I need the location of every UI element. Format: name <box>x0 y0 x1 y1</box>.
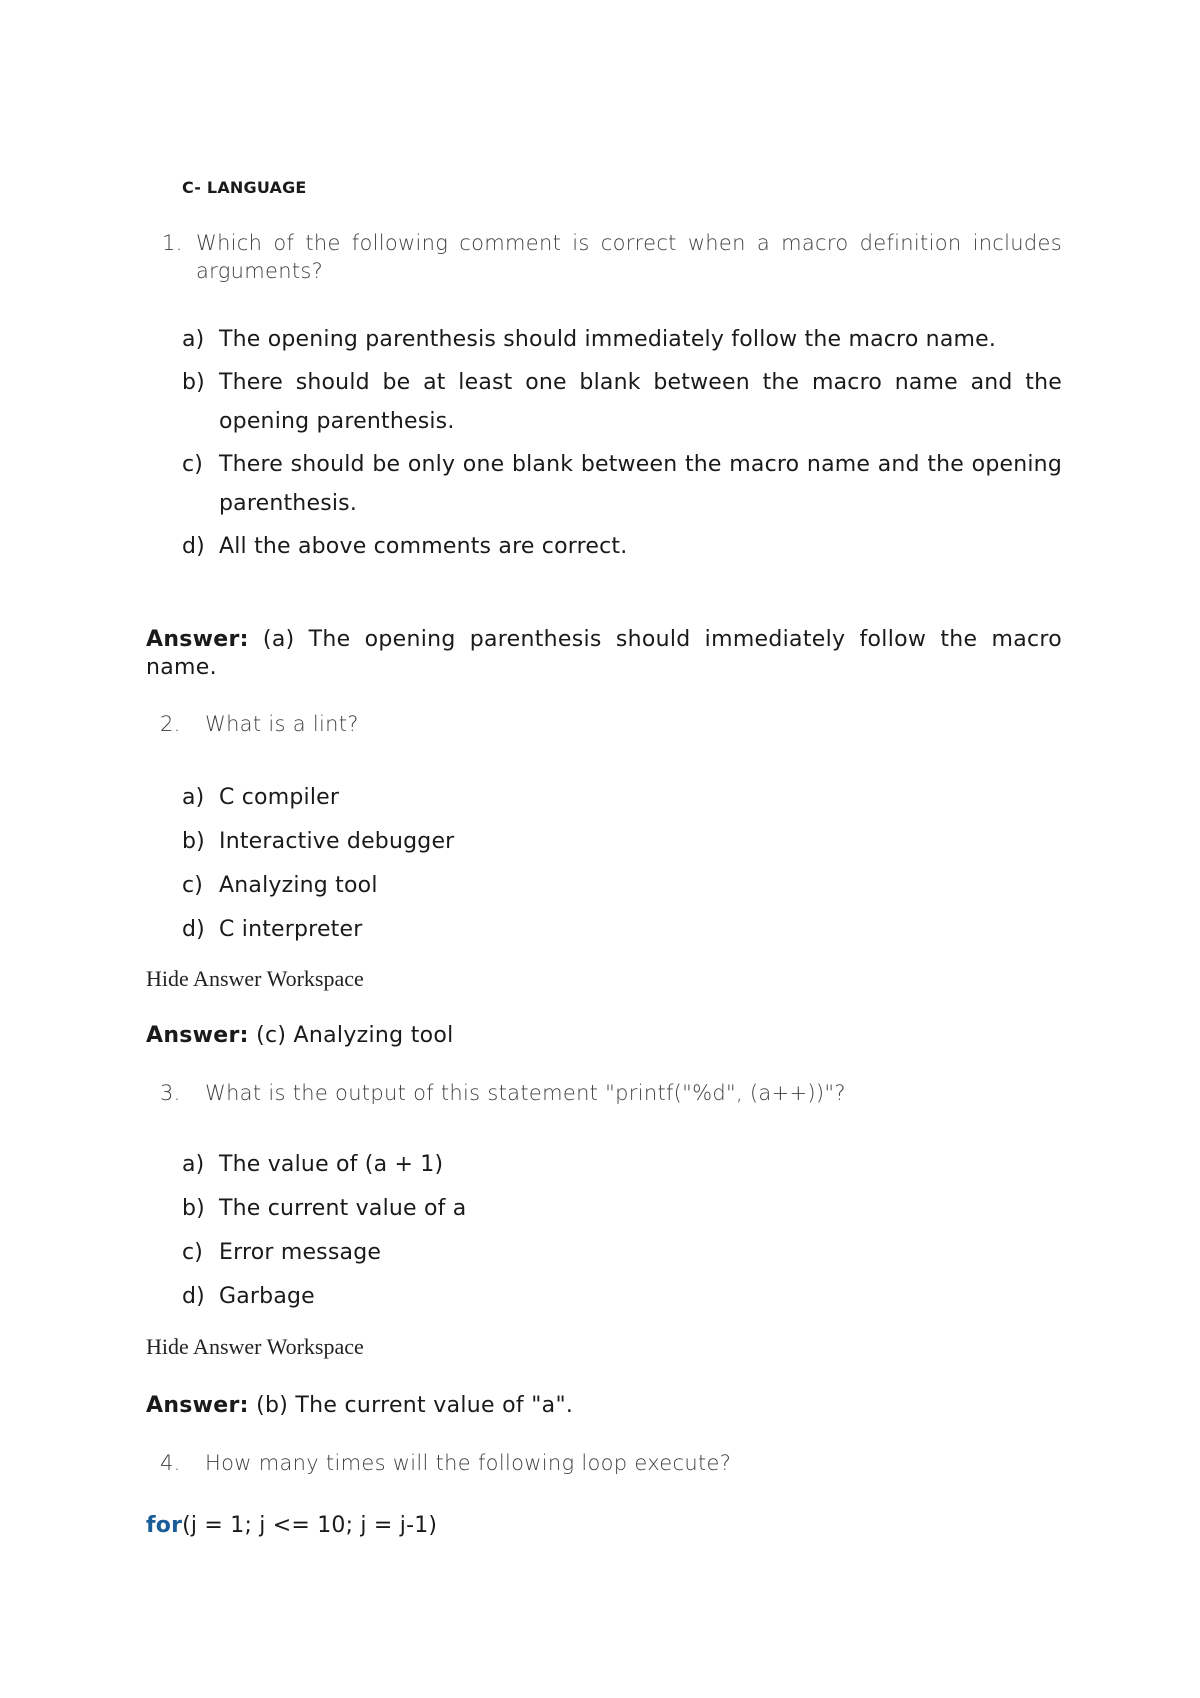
document-heading: C- LANGUAGE <box>182 178 307 197</box>
answer-2 <box>146 1022 1062 1050</box>
question-4 <box>160 1449 1060 1477</box>
option-letter: d) <box>182 534 205 559</box>
question-text: What is the output of this statement "printf("%d", (a++))"? <box>205 1081 846 1105</box>
answer-text: (a) The opening parenthesis should immediately follow the macro name. <box>146 627 1062 680</box>
option-text: Interactive debugger <box>219 829 455 854</box>
answer-3 <box>146 1392 1062 1420</box>
question-1 <box>162 229 1062 285</box>
option-text: The current value of a <box>219 1196 467 1221</box>
option-text: The opening parenthesis should immediately follow the macro name. <box>219 327 997 352</box>
answer-1 <box>146 626 1062 682</box>
question-number: 1. <box>162 231 183 255</box>
option-letter: b) <box>182 829 205 854</box>
option-b <box>182 820 1062 864</box>
option-text: Garbage <box>219 1284 315 1309</box>
option-c <box>182 864 1062 908</box>
code-keyword: for <box>146 1513 183 1538</box>
option-c <box>182 445 1062 523</box>
option-letter: d) <box>182 917 205 942</box>
code-snippet <box>146 1513 437 1538</box>
option-letter: c) <box>182 1240 204 1265</box>
option-text: Analyzing tool <box>219 873 378 898</box>
answer-text: (c) Analyzing tool <box>248 1023 454 1048</box>
question-text: How many times will the following loop execute? <box>205 1451 732 1475</box>
option-text: C compiler <box>219 785 340 810</box>
option-text: There should be at least one blank between the macro name and the opening parenthesis. <box>219 370 1062 434</box>
question-text: What is a lint? <box>205 712 359 736</box>
option-b <box>182 363 1062 441</box>
answer-label: Answer: <box>146 1393 249 1418</box>
answer-label: Answer: <box>146 1023 249 1048</box>
option-text: C interpreter <box>219 917 363 942</box>
option-text: There should be only one blank between the macro name and the opening parenthesis. <box>219 452 1062 516</box>
option-text: Error message <box>219 1240 382 1265</box>
answer-text: (b) The current value of "a". <box>248 1393 574 1418</box>
options-list-3 <box>182 1143 1062 1319</box>
option-letter: a) <box>182 1152 205 1177</box>
question-text: Which of the following comment is correct when a macro definition includes arguments? <box>196 231 1062 283</box>
option-a <box>182 1143 1062 1187</box>
option-letter: d) <box>182 1284 205 1309</box>
question-3 <box>160 1079 1060 1107</box>
option-c <box>182 1231 1062 1275</box>
question-2 <box>160 710 1060 738</box>
option-letter: c) <box>182 452 204 477</box>
option-text: The value of (a + 1) <box>219 1152 444 1177</box>
answer-label: Answer: <box>146 627 249 652</box>
option-letter: b) <box>182 370 205 395</box>
question-number: 3. <box>160 1081 181 1105</box>
question-number: 2. <box>160 712 181 736</box>
code-text: (j = 1; j <= 10; j = j-1) <box>182 1513 438 1538</box>
option-letter: b) <box>182 1196 205 1221</box>
option-d <box>182 527 1062 566</box>
option-a <box>182 320 1062 359</box>
option-letter: c) <box>182 873 204 898</box>
hide-answer-workspace-link[interactable]: Hide Answer Workspace <box>146 1334 364 1359</box>
hide-answer-workspace-link[interactable]: Hide Answer Workspace <box>146 966 364 991</box>
options-list-2 <box>182 776 1062 952</box>
option-letter: a) <box>182 785 205 810</box>
option-letter: a) <box>182 327 205 352</box>
option-a <box>182 776 1062 820</box>
option-b <box>182 1187 1062 1231</box>
option-d <box>182 908 1062 952</box>
option-text: All the above comments are correct. <box>219 534 628 559</box>
question-number: 4. <box>160 1451 181 1475</box>
options-list-1 <box>182 320 1062 566</box>
option-d <box>182 1275 1062 1319</box>
